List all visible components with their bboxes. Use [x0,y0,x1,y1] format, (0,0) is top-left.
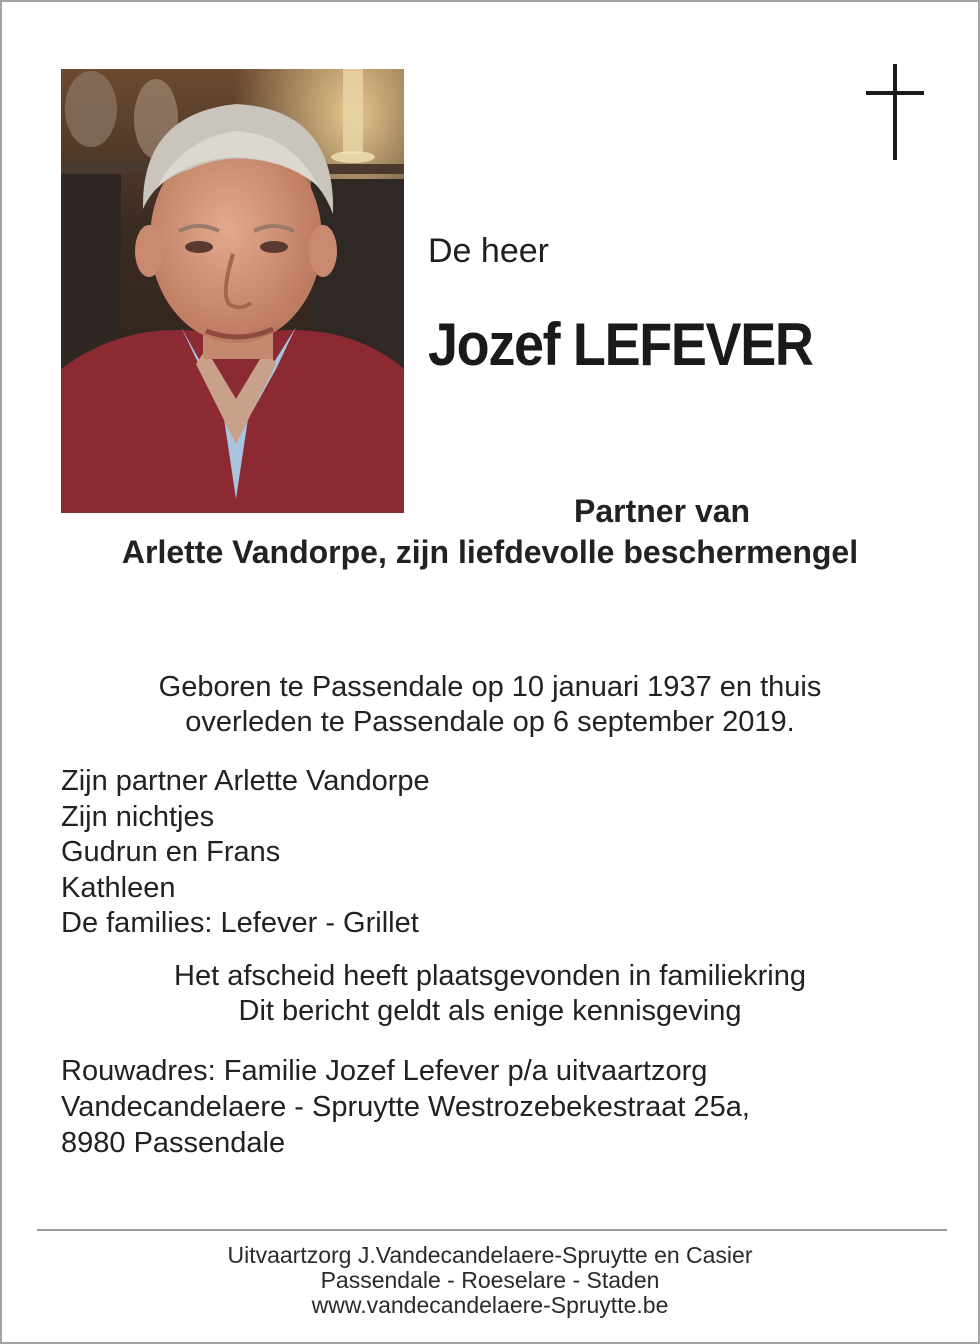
address-line: 8980 Passendale [61,1127,286,1159]
farewell-line: Het afscheid heeft plaatsgevonden in familiekring [174,960,806,992]
family-line: Gudrun en Frans [61,836,281,868]
honorific-title: De heer [428,232,549,270]
family-line: Kathleen [61,871,176,904]
cross-icon [866,64,924,160]
address-line: Vandecandelaere - Spruytte Westrozebekestraat 25a, [61,1091,750,1123]
farewell-line: Dit bericht geldt als enige kennisgeving [238,995,742,1027]
death-line: overleden te Passendale op 6 september 2019. [185,706,795,738]
funeral-home-locations: Passendale - Roeselare - Staden [320,1267,660,1293]
funeral-home-website: www.vandecandelaere-Spruytte.be [311,1292,669,1318]
family-list [61,764,430,942]
birth-death-text [2,670,978,740]
family-line: De families: Lefever - Grillet [61,907,419,939]
portrait-photo [61,69,404,513]
mourning-address [61,1053,750,1161]
funeral-home-name: Uitvaartzorg J.Vandecandelaere-Spruytte en Casier [227,1242,753,1268]
partner-name: Arlette Vandorpe, zijn liefdevolle beschermengel [121,534,859,570]
family-line: Zijn nichtjes [61,800,215,833]
funeral-home-footer [2,1243,978,1318]
partner-label: Partner van [574,493,751,529]
footer-divider [37,1229,947,1231]
address-line: Rouwadres: Familie Jozef Lefever p/a uitvaartzorg [61,1055,708,1087]
farewell-text [2,959,978,1029]
deceased-name: Jozef LEFEVER [428,311,813,378]
family-line: Zijn partner Arlette Vandorpe [61,765,430,797]
birth-line: Geboren te Passendale op 10 januari 1937 en thuis [158,671,822,703]
